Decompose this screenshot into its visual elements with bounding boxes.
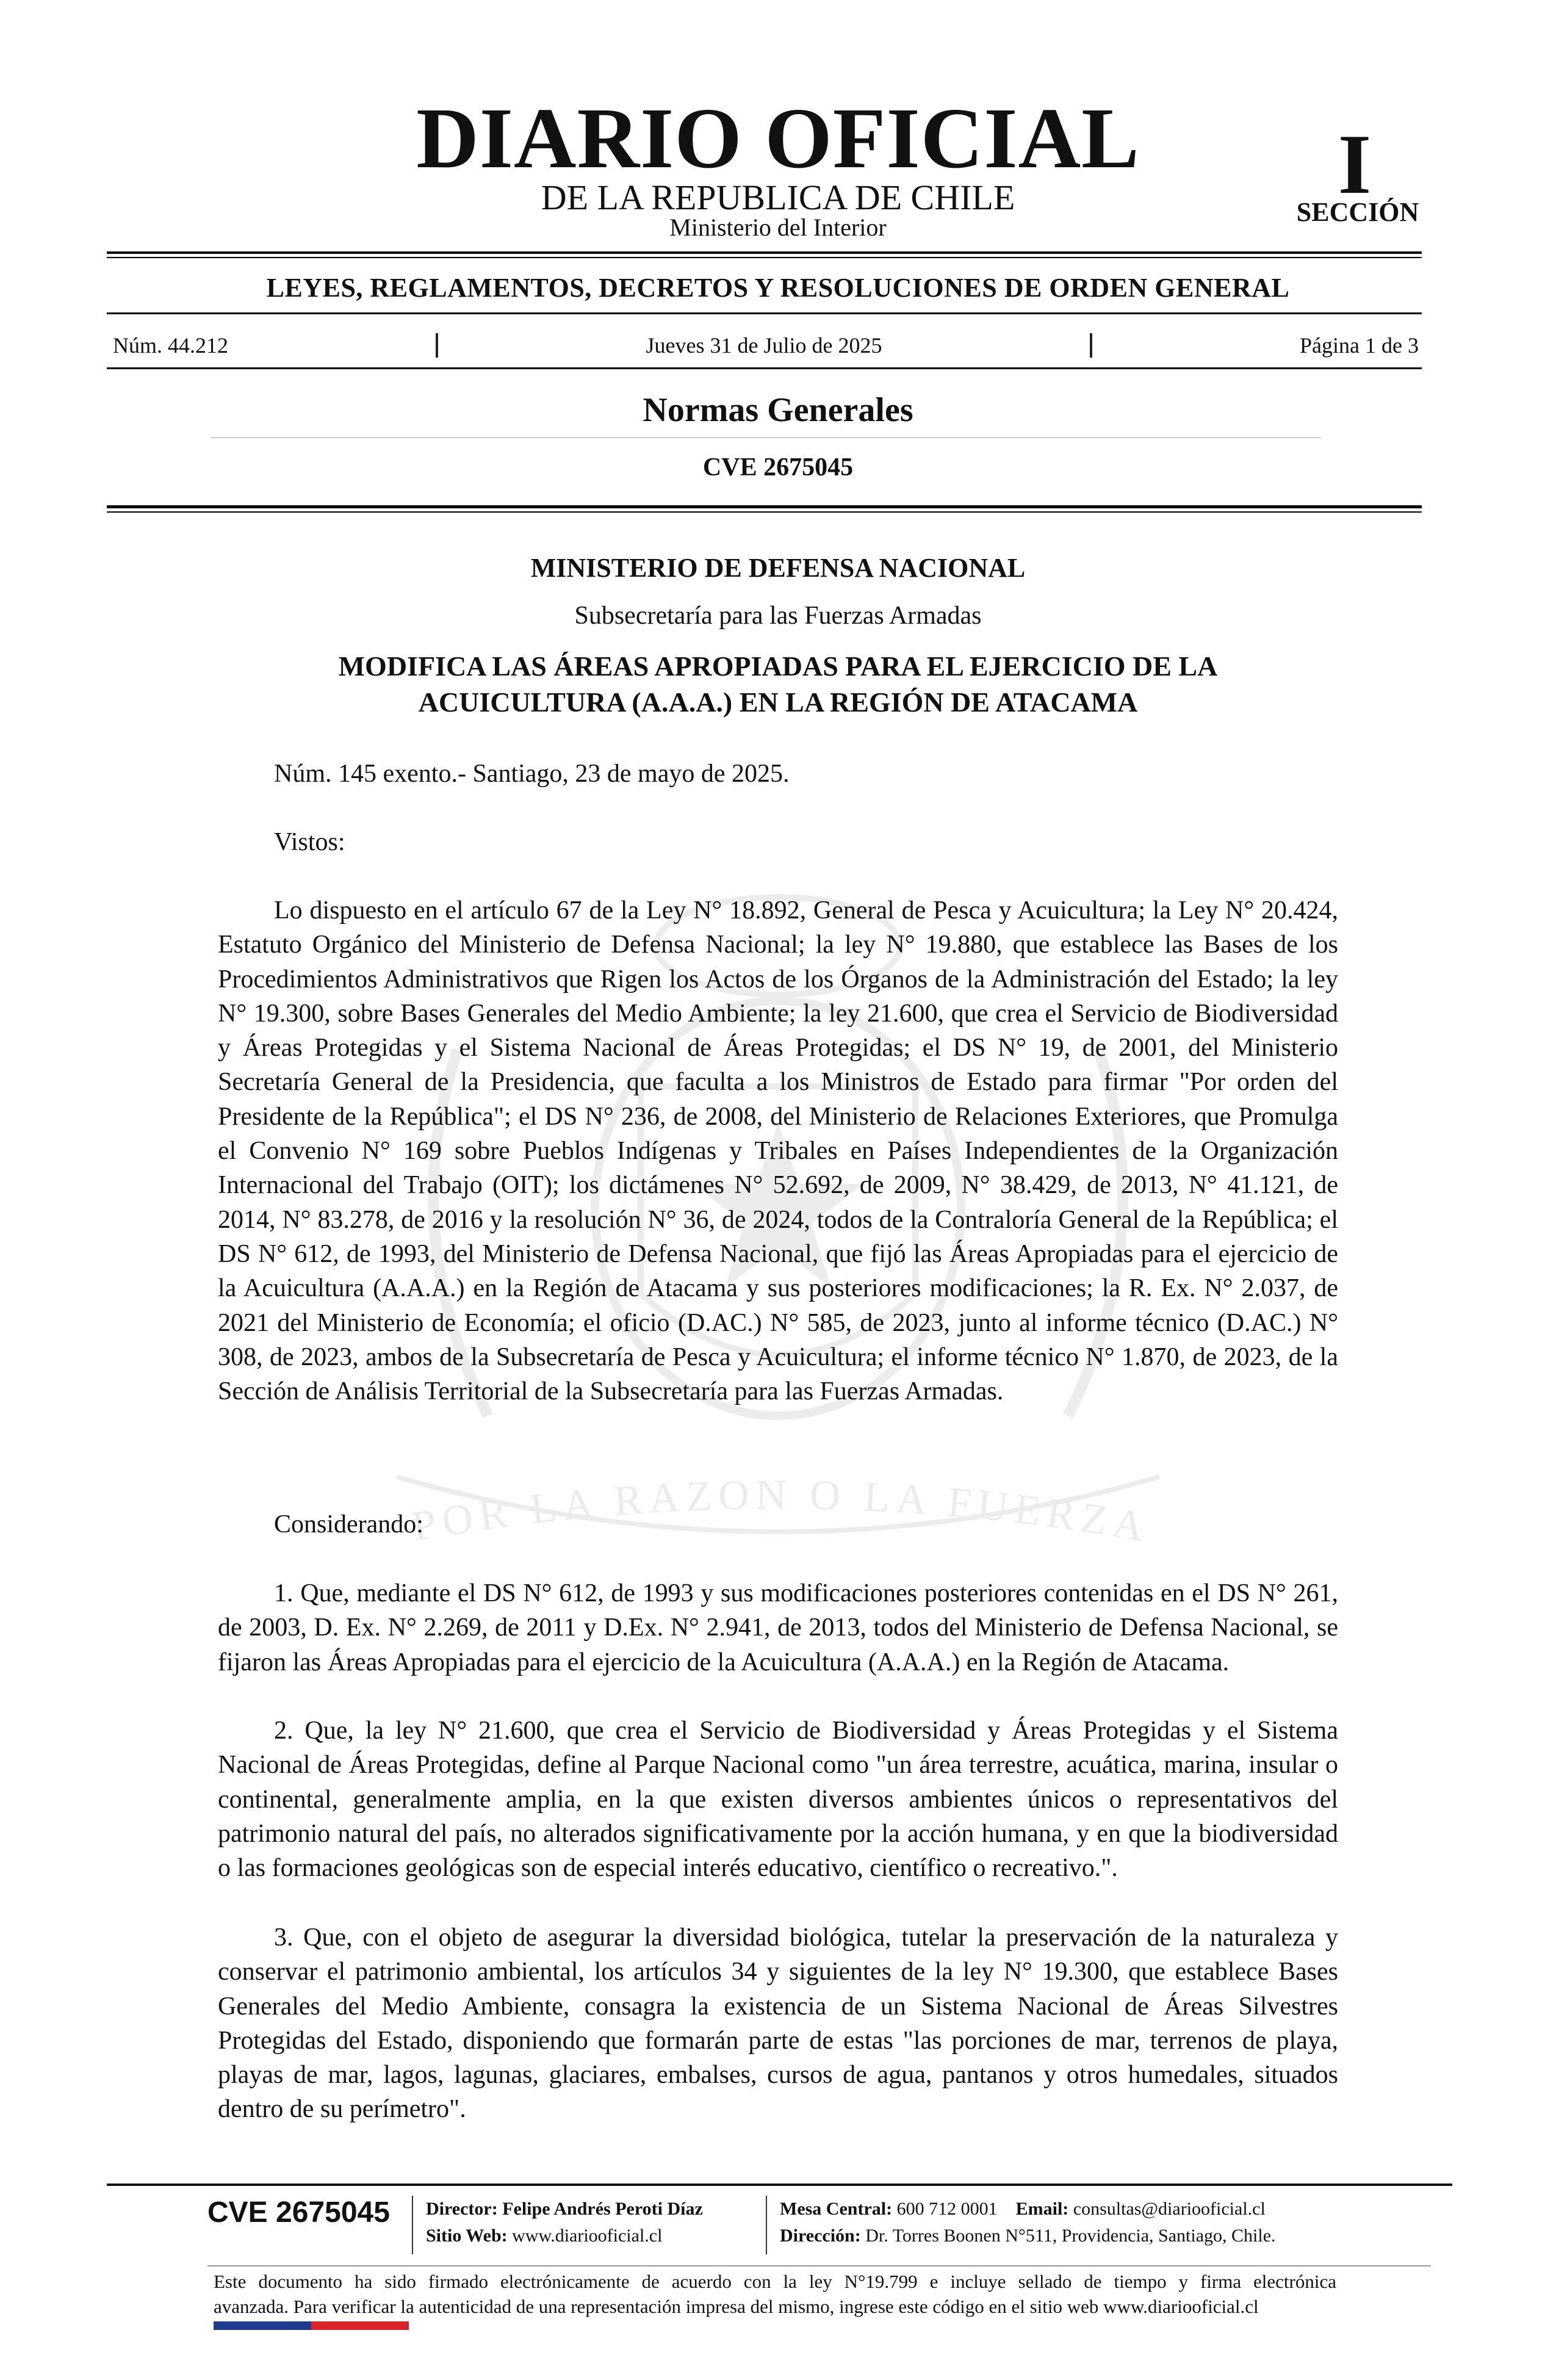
address-label: Dirección: xyxy=(780,2226,861,2246)
considerando-item: 3. Que, con el objeto de asegurar la diversidad biológica, tutelar la preservación de la naturaleza y conservar el patrimonio ambiental, los artículos 34 y siguientes de la ley N° 19.300, que establece Bases Generales del Medio Ambiente, consagra la existencia de un Sistema Nacional de Áreas Silvestres Protegidas del Estado, disponiendo que formarán parte de estas "las porciones de mar, terrenos de playa, playas de mar, lagos, lagunas, glaciares, embalses, cursos de agua, pantanos y otros humedales, situados dentro de su perímetro". xyxy=(218,1924,1338,2124)
document-title-line-2: ACUICULTURA (A.A.A.) EN LA REGIÓN DE ATACAMA xyxy=(418,687,1138,718)
watermark-motto: POR LA RAZON O LA FUERZA xyxy=(408,1471,1154,1552)
issue-date: Jueves 31 de Julio de 2025 xyxy=(646,333,882,358)
document-ministry: MINISTERIO DE DEFENSA NACIONAL xyxy=(530,553,1026,583)
category-rule xyxy=(107,312,1422,314)
cve-header: CVE 2675045 xyxy=(702,453,854,481)
flag-bar-red xyxy=(311,2321,409,2330)
page-indicator: Página 1 de 3 xyxy=(1300,333,1419,358)
header-bottom-rule-thin xyxy=(107,511,1422,513)
footer-divider xyxy=(412,2196,413,2254)
web-label: Sitio Web: xyxy=(426,2226,508,2246)
footer-thin-rule xyxy=(207,2265,1431,2266)
meta-separator xyxy=(1090,333,1092,358)
issue-number: Núm. 44.212 xyxy=(113,333,228,358)
document-title-line-1: MODIFICA LAS ÁREAS APROPIADAS PARA EL EJERCICIO DE LA xyxy=(338,651,1218,682)
mesa-phone: 600 712 0001 xyxy=(896,2199,998,2219)
email-label: Email: xyxy=(1015,2199,1069,2219)
footer-note-line-2: avanzada. Para verificar la autenticidad de una representación impresa del mismo, ingrese este código en el sitio web www.diariooficial.cl xyxy=(214,2296,1259,2317)
considerando-item: 1. Que, mediante el DS N° 612, de 1993 y sus modificaciones posteriores contenidas en el DS N° 261, de 2003, D. Ex. N° 2.269, de 2011 y D.Ex. N° 2.941, de 2013, todos del Ministerio de Defensa Nacional, se fijaron las Áreas Apropiadas para el ejercicio de la Acuicultura (A.A.A.) en la Región de Atacama. xyxy=(218,1579,1338,1676)
footer-rule xyxy=(107,2183,1452,2186)
meta-rule xyxy=(107,367,1422,369)
footer-divider xyxy=(766,2196,767,2254)
section-numeral: I xyxy=(1338,117,1372,212)
footer-director-block xyxy=(426,2196,703,2249)
decree-line: Núm. 145 exento.- Santiago, 23 de mayo de 2025. xyxy=(274,760,790,788)
director-name: Felipe Andrés Peroti Díaz xyxy=(502,2199,703,2219)
web-link[interactable]: www.diariooficial.cl xyxy=(512,2226,663,2246)
masthead-ministry: Ministerio del Interior xyxy=(669,214,887,241)
section-word: SECCIÓN xyxy=(1296,197,1419,227)
footer-note xyxy=(214,2269,1336,2319)
section-title: Normas Generales xyxy=(643,391,913,429)
vistos-paragraph: Lo dispuesto en el artículo 67 de la Ley N° 18.892, General de Pesca y Acuicultura; la Ley N° 20.424, Estatuto Orgánico del Ministerio de Defensa Nacional; la ley N° 19.880, que establece las Bases de los Procedimientos Administrativos que Rigen los Actos de los Órganos de la Administración del Estado; la ley N° 19.300, sobre Bases Generales del Medio Ambiente; la ley 21.600, que crea el Servicio de Biodiversidad y Áreas Protegidas y el Sistema Nacional de Áreas Protegidas; el DS N° 19, de 2001, del Ministerio Secretaría General de la Presidencia, que faculta a los Ministros de Estado para firmar "Por orden del Presidente de la República"; el DS N° 236, de 2008, del Ministerio de Relaciones Exteriores, que Promulga el Convenio N° 169 sobre Pueblos Indígenas y Tribales en Países Independientes de la Organización Internacional del Trabajo (OIT); los dictámenes N° 52.692, de 2009, N° 38.429, de 2013, N° 41.121, de 2014, N° 83.278, de 2016 y la resolución N° 36, de 2024, todos de la Contraloría General de la República; el DS N° 612, de 1993, del Ministerio de Defensa Nacional, que fijó las Áreas Apropiadas para el ejercicio de la Acuicultura (A.A.A.) en la Región de Atacama y sus posteriores modificaciones; la R. Ex. N° 2.037, de 2021 del Ministerio de Economía; el oficio (D.AC.) N° 585, de 2023, junto al informe técnico (D.AC.) N° 308, de 2023, ambos de la Subsecretaría de Pesca y Acuicultura; el informe técnico N° 1.870, de 2023, de la Sección de Análisis Territorial de la Subsecretaría para las Fuerzas Armadas. xyxy=(218,896,1338,1406)
flag-bar-blue xyxy=(214,2321,311,2330)
address-value: Dr. Torres Boonen N°511, Providencia, Santiago, Chile. xyxy=(865,2226,1276,2246)
director-label: Director: xyxy=(426,2199,498,2219)
issue-meta-row xyxy=(113,333,1419,358)
masthead-rule xyxy=(107,251,1422,254)
footer-contact-block xyxy=(780,2196,1276,2249)
masthead-rule-thin xyxy=(107,257,1422,258)
category-heading: LEYES, REGLAMENTOS, DECRETOS Y RESOLUCIONES DE ORDEN GENERAL xyxy=(266,273,1290,303)
mesa-label: Mesa Central: xyxy=(780,2199,893,2219)
section-divider xyxy=(211,437,1321,438)
masthead-subtitle: DE LA REPUBLICA DE CHILE xyxy=(541,178,1015,217)
footer-note-line-1: Este documento ha sido firmado electrónicamente de acuerdo con la ley N°19.799 e incluye sellado de tiempo y firma electrónica xyxy=(214,2271,1336,2292)
meta-separator xyxy=(436,333,438,358)
document-subsecretaria: Subsecretaría para las Fuerzas Armadas xyxy=(574,602,982,630)
header-bottom-rule xyxy=(107,505,1422,508)
vistos-label: Vistos: xyxy=(274,828,345,856)
masthead-title: DIARIO OFICIAL xyxy=(416,90,1140,186)
document-title xyxy=(232,648,1324,720)
footer-cve: CVE 2675045 xyxy=(207,2196,390,2229)
considerando-item: 2. Que, la ley N° 21.600, que crea el Servicio de Biodiversidad y Áreas Protegidas y el Sistema Nacional de Áreas Protegidas, define al Parque Nacional como "un área terrestre, acuática, marina, insular o continental, generalmente amplia, en la que existen diversos ambientes únicos o representativos del patrimonio natural del país, no alterados significativamente por la acción humana, y en que la biodiversidad o las formaciones geológicas son de especial interés educativo, científico o recreativo.". xyxy=(218,1717,1338,1883)
email-link[interactable]: consultas@diariooficial.cl xyxy=(1073,2199,1266,2219)
considerando-label: Considerando: xyxy=(274,1510,423,1538)
